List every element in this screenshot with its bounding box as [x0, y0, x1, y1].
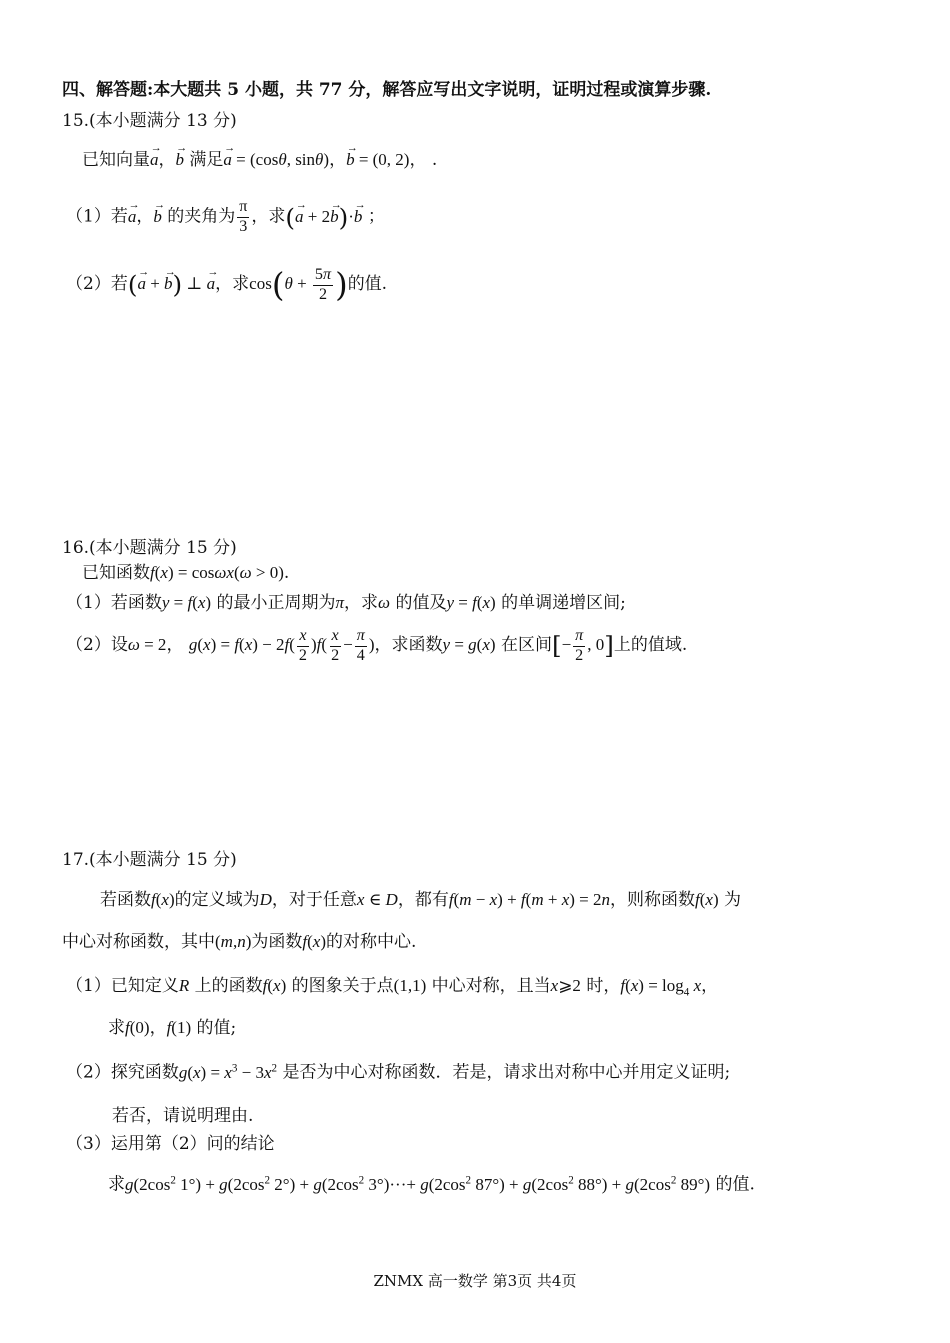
q15-header: 15.(本小题满分 13 分)	[62, 111, 237, 131]
q17-part3-ask: 求$g(2\cos^2$ $1^\circ) + g(2\cos^2$ $2^\circ) + g(2\cos^2$ $3^\circ)\cdot\cdot\cdot+ g(2\cos^2$ $87^\circ) + g(2\cos^2$ $88^\circ) + g(2\cos^2$ 89°) 的值.	[108, 1174, 755, 1195]
q16-part2: （2）设ω = 2， g(x) = f(x) − 2f( $\frac{x}{2}$ )f( $\frac{x}{2}$ − $\frac{\pi}{4}$ )，求函数y = g(x) 在区间[− $\frac{\pi}{2}$ , 0]上的值域.	[66, 627, 688, 664]
page-footer: ZNMX 高一数学 第3页 共4页	[373, 1272, 577, 1290]
q15-part1: （1）若→ a，→ b 的夹角为 $\frac{\pi}{3}$ ，求(→ a + 2→ b)·→ b ；	[66, 198, 385, 236]
q17-definition-line2: 中心对称函数，其中(m,n)为函数f(x)的对称中心.	[62, 932, 417, 952]
section-heading: 四、解答题:本大题共 5 小题，共 77 分，解答应写出文字说明，证明过程或演算步骤.	[62, 80, 712, 100]
q17-header: 17.(本小题满分 15 分)	[62, 850, 237, 870]
q17-part2-else: 若否，请说明理由.	[112, 1106, 254, 1126]
q17-part2: （2）探究函数$g(x) = x^3 - 3x^2$ 是否为中心对称函数．若是，请求出对称中心并用定义证明;	[66, 1062, 731, 1083]
q16-header: 16.(本小题满分 15 分)	[62, 538, 237, 558]
q16-part1: （1）若函数y = f(x) 的最小正周期为π，求ω 的值及y = f(x) 的单调递增区间;	[66, 593, 626, 613]
q16-intro: 已知函数f(x) = cosωx(ω > 0).	[82, 563, 290, 583]
q15-part2: （2）若(→ a + → b) ⊥ → a，求cos(θ + $\frac{5\pi}{2}$ )的值.	[66, 266, 387, 304]
q17-part1: （1）已知定义R 上的函数f(x) 的图象关于点(1,1) 中心对称，且当x⩾2 时，$f(x) = \log_4 x$，	[66, 976, 719, 999]
q17-part3: （3）运用第（2）问的结论	[66, 1134, 275, 1154]
q17-part1-ask: 求f(0)，f(1) 的值;	[108, 1018, 237, 1038]
q15-given: 已知向量→ a，→ b 满足→ a = (cosθ, sinθ)，→ b = (0, 2)， .	[82, 150, 437, 170]
q17-definition-line1: 若函数f(x)的定义域为D，对于任意x ∈ D，都有f(m − x) + f(m + x) = 2n，则称函数f(x) 为	[100, 890, 742, 910]
